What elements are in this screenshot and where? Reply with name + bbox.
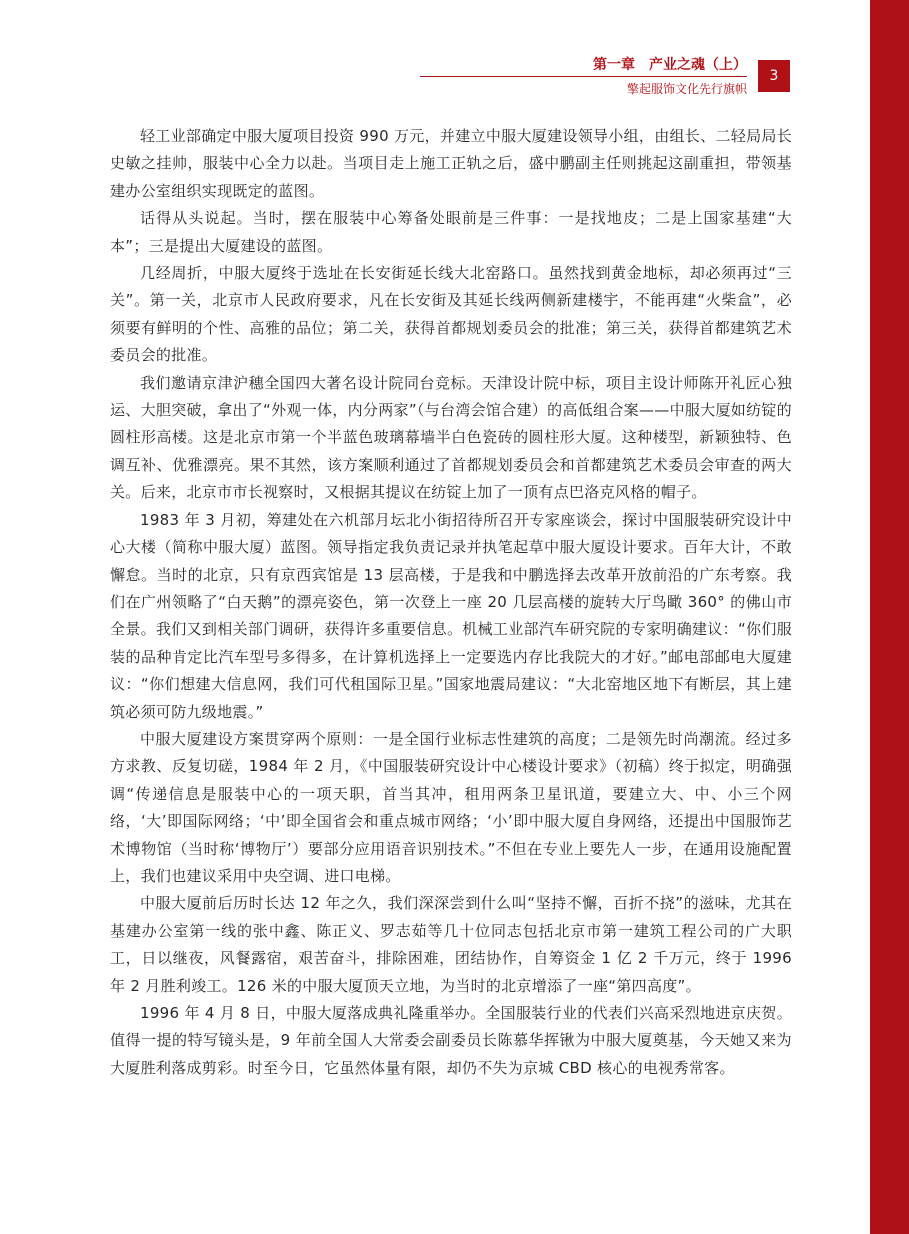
chapter-subtitle: 擎起服饰文化先行旗帜: [626, 82, 747, 96]
paragraph: 轻工业部确定中服大厦项目投资 990 万元，并建立中服大厦建设领导小组，由组长、二轻局局长史敏之挂帅，服装中心全力以赴。当项目走上施工正轨之后，盛中鹏副主任则挑起这副重担，带领基建办公室组织实现既定的蓝图。: [110, 127, 792, 200]
side-accent-band: [870, 0, 909, 1234]
paragraph: 1996 年 4 月 8 日，中服大厦落成典礼隆重举办。全国服装行业的代表们兴高采烈地进京庆贺。值得一提的特写镜头是，9 年前全国人大常委会副委员长陈慕华挥锹为中服大厦奠基，今天她又来为大厦胜利落成剪彩。时至今日，它虽然体量有限，却仍不失为京城 CBD 核心的电视秀常客。: [110, 1004, 792, 1077]
paragraph: 几经周折，中服大厦终于选址在长安街延长线大北窑路口。虽然找到黄金地标，却必须再过“三关”。第一关，北京市人民政府要求，凡在长安街及其延长线两侧新建楼宇，不能再建“火柴盒”，必须要有鲜明的个性、高雅的品位；第二关，获得首都规划委员会的批准；第三关，获得首都建筑艺术委员会的批准。: [110, 264, 792, 365]
paragraph: 1983 年 3 月初，筹建处在六机部月坛北小街招待所召开专家座谈会，探讨中国服装研究设计中心大楼（简称中服大厦）蓝图。领导指定我负责记录并执笔起草中服大厦设计要求。百年大计，不敢懈怠。当时的北京，只有京西宾馆是 13 层高楼，于是我和中鹏选择去改革开放前沿的广东考察。我们在广州领略了“白天鹅”的漂亮姿色，第一次登上一座 20 几层高楼的旋转大厅鸟瞰 360° 的佛山市全景。我们又到相关部门调研，获得许多重要信息。机械工业部汽车研究院的专家明确建议：“你们服装的品种肯定比汽车型号多得多，在计算机选择上一定要选内存比我院大的才好。”邮电部邮电大厦建议：“你们想建大信息网，我们可代租国际卫星。”国家地震局建议：“大北窑地区地下有断层，其上建筑必须可防九级地震。”: [110, 510, 792, 721]
paragraph: 中服大厦前后历时长达 12 年之久，我们深深尝到什么叫“坚持不懈，百折不挠”的滋味，尤其在基建办公室第一线的张中鑫、陈正义、罗志茹等几十位同志包括北京市第一建筑工程公司的广大职工，日以继夜，风餐露宿，艰苦奋斗，排除困难，团结协作，自筹资金 1 亿 2 千万元，终于 1996 年 2 月胜利竣工。126 米的中服大厦顶天立地，为当时的北京增添了一座“第四高度”。: [110, 894, 792, 995]
article-body: [110, 123, 792, 1082]
chapter-title: 第一章 产业之魂（上）: [593, 57, 747, 73]
page-header: [420, 52, 790, 102]
header-divider: [420, 76, 747, 77]
paragraph: 我们邀请京津沪穗全国四大著名设计院同台竞标。天津设计院中标，项目主设计师陈开礼匠心独运、大胆突破，拿出了“外观一体，内分两家”（与台湾会馆合建）的高低组合案——中服大厦如纺锭的圆柱形高楼。这是北京市第一个半蓝色玻璃幕墙半白色瓷砖的圆柱形大厦。这种楼型，新颖独特、色调互补、优雅漂亮。果不其然，该方案顺利通过了首都规划委员会和首都建筑艺术委员会审查的两大关。后来，北京市市长视察时，又根据其提议在纺锭上加了一顶有点巴洛克风格的帽子。: [110, 373, 792, 502]
paragraph: 话得从头说起。当时，摆在服装中心筹备处眼前是三件事：一是找地皮；二是上国家基建“大本”；三是提出大厦建设的蓝图。: [110, 209, 792, 255]
page-number-badge: 3: [758, 60, 790, 92]
paragraph: 中服大厦建设方案贯穿两个原则：一是全国行业标志性建筑的高度；二是领先时尚潮流。经过多方求教、反复切磋，1984 年 2 月，《中国服装研究设计中心楼设计要求》（初稿）终于拟定，明确强调“传递信息是服装中心的一项天职，首当其冲，租用两条卫星讯道，要建立大、中、小三个网络，‘大’即国际网络；‘中’即全国省会和重点城市网络；‘小’即中服大厦自身网络，还提出中国服饰艺术博物馆（当时称‘博物厅’）要部分应用语音识别技术。”不但在专业上要先人一步，在通用设施配置上，我们也建议采用中央空调、进口电梯。: [110, 729, 792, 885]
